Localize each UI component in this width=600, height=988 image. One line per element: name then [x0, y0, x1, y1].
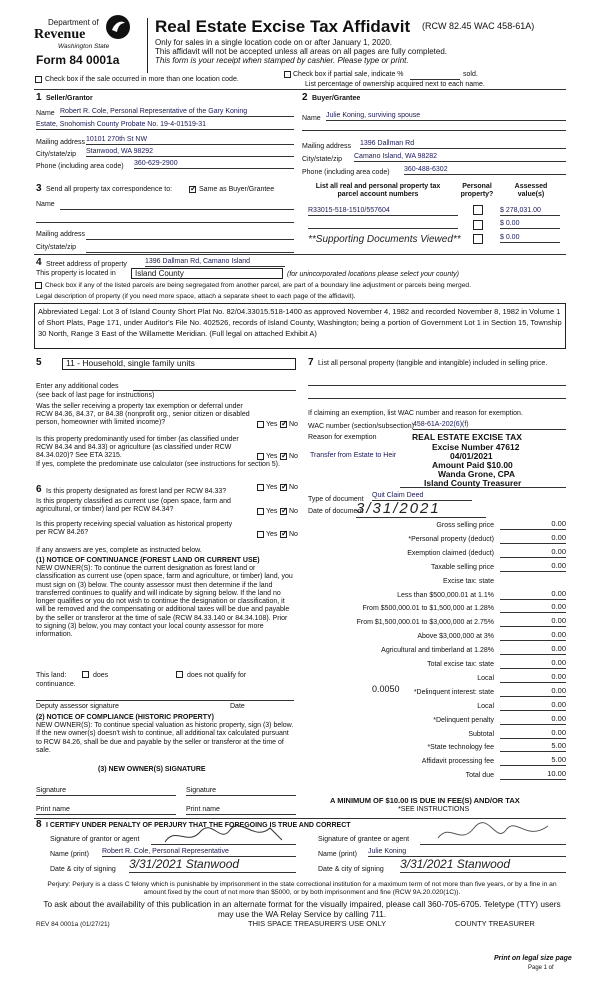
accessibility-note: To ask about the availability of this publication in an alternate format for the visually impaired, please call 360-705-6705. Teletype (TTY) users may use the WA Relay Service by calling 711. — [43, 899, 561, 919]
county-select[interactable]: Island County — [131, 268, 283, 279]
seller-city-label: City/state/zip — [36, 151, 77, 158]
legal-label: Legal description of property (if you need more space, attach a separate sheet to each page of the affidavit). — [36, 293, 356, 300]
minimum-due-note: A MINIMUM OF $10.00 IS DUE IN FEE(S) AND/OR TAX — [330, 796, 520, 805]
calc-row-value[interactable]: 0.00 — [500, 520, 566, 530]
owner-signature-label: Signature — [36, 787, 66, 794]
same-as-buyer-label: Same as Buyer/Grantee — [199, 186, 275, 193]
calc-row-label: Local — [477, 675, 494, 682]
calc-row-value[interactable]: 0.00 — [500, 659, 566, 669]
does-label: does — [93, 672, 109, 679]
seller-phone-label: Phone (including area code) — [36, 163, 124, 170]
grantee-date-label: Date & city of signing — [318, 866, 384, 873]
calc-row-label: Taxable selling price — [430, 564, 494, 571]
section-5-number: 5 — [36, 357, 42, 368]
county-note: (for unincorporated locations please select your county) — [287, 271, 459, 278]
assessed-value[interactable]: $ 278,031.00 — [500, 207, 560, 216]
forest-no-checkbox[interactable] — [280, 484, 287, 491]
historic-question: Is this property receiving special valuation as historical property per RCW 84.26? — [36, 521, 233, 537]
personal-property-checkbox[interactable] — [473, 205, 483, 215]
grantee-signature-label: Signature of grantee or agent — [318, 836, 410, 843]
reason-label: Reason for exemption — [308, 434, 377, 441]
notice-continuance-title: (1) NOTICE OF CONTINUANCE (FOREST LAND OR CURRENT USE) — [36, 557, 260, 564]
tax-stamp: Island County Treasurer — [424, 478, 522, 488]
doc-date-field[interactable]: 3/31/2021 — [356, 500, 486, 518]
notice-compliance-text: NEW OWNER(S): To continue special valuation as historic property, sign (3) below. If the new owner(s) doesn't wish to continue, all additional tax calculated pursuant to RCW 84.26, shall be due and payable by the seller or transferor at the time of sale. — [36, 722, 294, 754]
tax-stamp: Amount Paid $10.00 — [432, 460, 513, 470]
parcel-number[interactable]: **Supporting Documents Viewed** — [308, 234, 461, 245]
buyer-name-field[interactable]: Julie Koning, surviving spouse — [326, 112, 566, 121]
calc-row-label: *Delinquent interest: state — [413, 689, 494, 696]
section-8-number: 8 — [36, 819, 42, 830]
exemption-question: Was the seller receiving a property tax exemption or deferral under RCW 84.36, 84.37, or 84.38 (nonprofit org., senior citizen or disabled person, homeowner with limited income)? — [36, 403, 250, 427]
section-3-number: 3 — [36, 183, 42, 194]
perjury-note: Perjury: Perjury is a class C felony which is punishable by imprisonment in the state correctional institution for a maximum term of not more than five years, or by a fine in an amount fixed by the court of not more than $5000, or by both imprisonment and fine (RCW 9A.20.020(1C)). — [47, 881, 557, 896]
q2-no-checkbox[interactable] — [280, 453, 287, 460]
section-1-number: 1 — [36, 92, 42, 103]
calc-row-value[interactable]: 0.00 — [500, 617, 566, 627]
calc-row-label: Total excise tax: state — [427, 661, 494, 668]
calc-row-value[interactable]: 0.00 — [500, 645, 566, 655]
no-label: No — [289, 508, 298, 515]
answers-note: If any answers are yes, complete as instructed below. — [36, 547, 202, 554]
seller-city-field[interactable]: Stanwood, WA 98292 — [86, 148, 294, 157]
grantor-name-field[interactable]: Robert R. Cole, Personal Representative — [102, 848, 296, 857]
yes-label: Yes — [266, 484, 278, 491]
timber-question: Is this property predominantly used for timber (as classified under RCW 84.34 and 84.33) or agriculture (as classified under RCW 84.34.020)? See ETA 3215. — [36, 436, 239, 460]
codes-note: (see back of last page for instructions) — [36, 392, 155, 399]
grantee-date-field[interactable]: 3/31/2021 Stanwood — [400, 858, 566, 873]
forest-yes-checkbox[interactable] — [257, 484, 264, 491]
personal-property-checkbox[interactable] — [473, 234, 483, 244]
partial-sale-checkbox[interactable] — [284, 71, 291, 78]
section-4-number: 4 — [36, 257, 42, 268]
street-field[interactable]: 1396 Dallman Rd, Camano Island — [145, 258, 285, 267]
section-7-number: 7 — [308, 357, 314, 368]
header-note: This form is your receipt when stamped by cashier. Please type or print. — [155, 56, 409, 65]
calc-row-label: Gross selling price — [436, 522, 494, 529]
tax-stamp: REAL ESTATE EXCISE TAX — [412, 432, 522, 442]
no-label: No — [289, 531, 298, 538]
tax-stamp: 04/01/2021 — [450, 451, 493, 461]
multi-location-checkbox[interactable] — [35, 76, 42, 83]
assessed-value-header: Assessed value(s) — [514, 183, 548, 199]
corr-name-label: Name — [36, 201, 55, 208]
corr-city-label: City/state/zip — [36, 244, 77, 251]
does-not-label: does not qualify for — [187, 672, 247, 679]
calc-row-value[interactable]: 0.00 — [500, 562, 566, 572]
county-treasurer-label: COUNTY TREASURER — [455, 919, 535, 928]
buyer-phone-label: Phone (including area code) — [302, 169, 390, 176]
historic-yes-checkbox[interactable] — [257, 531, 264, 538]
section-2-number: 2 — [302, 92, 308, 103]
seller-mail-field[interactable]: 10101 270th St NW — [86, 136, 294, 145]
segregated-checkbox[interactable] — [35, 282, 42, 289]
street-label: Street address of property — [46, 261, 127, 268]
current-use-question: Is this property classified as current use (open space, farm and agricultural, or timber) land per RCW 84.34? — [36, 498, 231, 514]
grantor-signature-label: Signature of grantor or agent — [50, 836, 140, 843]
buyer-mail-label: Mailing address — [302, 143, 352, 150]
dept-line2: Revenue — [34, 27, 86, 42]
calc-row-value[interactable]: 5.00 — [500, 756, 566, 766]
grantor-signature-mark — [160, 822, 290, 850]
current-use-no-checkbox[interactable] — [280, 508, 287, 515]
grantee-name-field[interactable]: Julie Koning — [368, 848, 566, 857]
doc-date-label: Date of document — [308, 508, 364, 515]
no-label: No — [289, 421, 298, 428]
personal-property-checkbox[interactable] — [473, 220, 483, 230]
calc-row-label: From $500,000.01 to $1,500,000 at 1.28% — [362, 605, 494, 612]
buyer-mail-field[interactable]: 1396 Dallman Rd — [360, 140, 566, 149]
seller-name-label: Name — [36, 110, 55, 117]
calc-row-value[interactable]: 0.00 — [500, 590, 566, 600]
section-1-heading: Seller/Grantor — [46, 95, 93, 102]
same-as-buyer-checkbox[interactable] — [189, 186, 196, 193]
form-title: Real Estate Excise Tax Affidavit — [155, 17, 411, 36]
no-label: No — [289, 453, 298, 460]
yes-label: Yes — [266, 453, 278, 460]
deputy-date-label: Date — [230, 703, 245, 710]
section-6-number: 6 — [36, 484, 42, 495]
seller-phone-field[interactable]: 360-629-2900 — [134, 160, 294, 169]
calc-row-value[interactable]: 0.00 — [500, 548, 566, 558]
calc-row-value[interactable]: 5.00 — [500, 742, 566, 752]
q1-yes-checkbox[interactable] — [257, 421, 264, 428]
calc-row-value[interactable]: 0.00 — [500, 729, 566, 739]
certification-statement: I CERTIFY UNDER PENALTY OF PERJURY THAT THE FOREGOING IS TRUE AND CORRECT — [46, 822, 351, 829]
calc-row-value[interactable]: 0.00 — [500, 673, 566, 683]
located-label: This property is located in — [36, 270, 116, 277]
buyer-city-label: City/state/zip — [302, 156, 343, 163]
calc-row-label: Excise tax: state — [443, 578, 494, 585]
assessed-value[interactable]: $ 0.00 — [500, 234, 560, 243]
calc-row-label: Agricultural and timberland at 1.28% — [381, 647, 494, 654]
header-note: This affidavit will not be accepted unless all areas on all pages are fully completed. — [155, 47, 448, 56]
this-land-label: This land: — [36, 672, 67, 679]
assessed-value[interactable]: $ 0.00 — [500, 220, 560, 229]
calc-row-label: Above $3,000,000 at 3% — [417, 633, 494, 640]
current-use-yes-checkbox[interactable] — [257, 508, 264, 515]
calc-row-value[interactable]: 10.00 — [500, 770, 566, 780]
land-use-code-select[interactable]: 11 - Household, single family units — [62, 358, 296, 370]
treasurer-use-label: THIS SPACE TREASURER'S USE ONLY — [248, 919, 387, 928]
calc-row-label: Subtotal — [468, 731, 494, 738]
legal-description-field[interactable]: Abbreviated Legal: Lot 3 of Island County Short Plat No. 82/04.33015.518-1400 as approved November 4, 1982 and recorded November 8, 1982 in Volume 1 of Short Plats, Page 171, under Auditor's File No. 402526, records of Island County, Washington; being a portion of Government Lot 1 in Section 15, Township 30 North, Range 3 East of the Willamette Meridian. (Full legal on attached Exhibit A) — [34, 303, 566, 349]
exemption-claim-label: If claiming an exemption, list WAC number and reason for exemption. — [308, 410, 523, 417]
segregated-label: Check box if any of the listed parcels are being segregated from another parcel, are part of a boundary line adjustment or parcels being merged. — [45, 282, 472, 289]
wa-logo-icon — [105, 14, 131, 40]
rcw-ref: (RCW 82.45 WAC 458-61A) — [422, 21, 535, 31]
notice-continuance-text: NEW OWNER(S): To continue the current designation as forest land or classification as current use (open space, farm and agriculture, or timber) land, you must sign on (3) below. The county assessor must then determine if the land transferred continues to qualify and will indicate by signing below. If the land no longer qualifies or you do not wish to continue the designation or classification, it will be removed and the compensating or additional taxes will be due and payable by the seller or transferor at the time of sale (RCW 84.33.140 or 84.34.108). Prior to signing (3) below, you may contact your local county assessor for more information. — [36, 565, 293, 638]
seller-mail-label: Mailing address — [36, 139, 86, 146]
calc-row-value[interactable]: 0.00 — [500, 701, 566, 711]
buyer-phone-field[interactable]: 360-488-6302 — [404, 166, 566, 175]
legal-size-note: Print on legal size page — [494, 955, 572, 962]
grantee-name-label: Name (print) — [318, 851, 357, 858]
buyer-city-field[interactable]: Camano Island, WA 98282 — [354, 153, 566, 162]
deputy-signature-label: Deputy assessor signature — [36, 703, 119, 710]
buyer-name-label: Name — [302, 115, 321, 122]
does-qualify-checkbox[interactable] — [82, 671, 89, 678]
parcel-number[interactable]: R33015-518-1510/557604 — [308, 207, 458, 216]
multi-location-label: Check box if the sale occurred in more than one location code. — [45, 76, 239, 83]
wac-label: WAC number (section/subsection) — [308, 423, 414, 430]
grantor-name-label: Name (print) — [50, 851, 89, 858]
calc-row-value[interactable]: 0.00 — [500, 534, 566, 544]
calc-row-label: Local — [477, 703, 494, 710]
continuance-label: continuance. — [36, 681, 76, 688]
seller-name-field-line2[interactable]: Estate, Snohomish County Probate No. 19-4-01519-31 — [36, 121, 294, 130]
forest-question: Is this property designated as forest land per RCW 84.33? — [46, 488, 227, 495]
grantor-date-field[interactable]: 3/31/2021 Stanwood — [129, 858, 296, 873]
q2-yes-checkbox[interactable] — [257, 453, 264, 460]
calc-row-value[interactable]: 0.00 — [500, 631, 566, 641]
see-instructions-note: *SEE INSTRUCTIONS — [398, 806, 470, 813]
additional-codes-label: Enter any additional codes — [36, 383, 119, 390]
owner-signature-label: Signature — [186, 787, 216, 794]
owner-print-name-label: Print name — [186, 806, 220, 813]
calc-row-value[interactable]: 0.00 — [500, 603, 566, 613]
form-number: Form 84 0001a — [36, 53, 120, 67]
calc-row-value[interactable]: 0.00 — [500, 687, 566, 697]
tax-stamp: Wanda Grone, CPA — [438, 469, 515, 479]
corr-mail-label: Mailing address — [36, 231, 86, 238]
page-number: Page 1 of — [528, 965, 554, 971]
calc-row-label: From $1,500,000.01 to $3,000,000 at 2.75% — [356, 619, 494, 626]
parcel-header: List all real and personal property tax parcel account numbers — [315, 183, 441, 199]
correspondence-label: Send all property tax correspondence to: — [46, 186, 173, 193]
partial-sale-label: Check box if partial sale, indicate % — [293, 71, 404, 78]
doc-type-label: Type of document — [308, 496, 364, 503]
q1-no-checkbox[interactable] — [280, 421, 287, 428]
header-note: Only for sales in a single location code on or after January 1, 2020. — [155, 38, 393, 47]
personal-property-list-label: List all personal property (tangible and intangible) included in selling price. — [318, 360, 548, 367]
doc-type-field[interactable]: Quit Claim Deed — [372, 492, 472, 501]
wac-field[interactable]: 458-61A-202(6)(f) — [413, 421, 566, 430]
no-label: No — [289, 484, 298, 491]
calc-row-label: *Delinquent penalty — [433, 717, 494, 724]
calc-row-label: Total due — [465, 772, 494, 779]
historic-no-checkbox[interactable] — [280, 531, 287, 538]
owner-print-name-label: Print name — [36, 806, 70, 813]
dept-line3: Washington State — [58, 43, 110, 50]
dept-line1: Department of — [48, 18, 99, 27]
calc-row-label: *State technology fee — [427, 744, 494, 751]
calc-row-label: Affidavit processing fee — [421, 758, 494, 765]
local-rate-field[interactable]: 0.0050 — [372, 684, 400, 694]
section-2-heading: Buyer/Grantee — [312, 95, 361, 102]
seller-name-field[interactable]: Robert R. Cole, Personal Representative of the Gary Koning — [60, 108, 294, 117]
yes-label: Yes — [266, 421, 278, 428]
calc-row-label: Exemption claimed (deduct) — [407, 550, 494, 557]
predominate-use-note: If yes, complete the predominate use calculator (see instructions for section 5). — [36, 461, 280, 468]
personal-property-header: Personal property? — [460, 183, 494, 199]
new-owner-signature-title: (3) NEW OWNER(S) SIGNATURE — [98, 766, 206, 773]
yes-label: Yes — [266, 531, 278, 538]
partial-sold-label: sold. — [463, 71, 478, 78]
calc-row-value[interactable]: 0.00 — [500, 715, 566, 725]
partial-note: List percentage of ownership acquired next to each name. — [305, 81, 485, 88]
notice-compliance-title: (2) NOTICE OF COMPLIANCE (HISTORIC PROPERTY) — [36, 714, 214, 721]
revision-label: REV 84 0001a (01/27/21) — [36, 921, 110, 928]
reason-field[interactable]: Transfer from Estate to Heir — [310, 452, 397, 459]
grantor-date-label: Date & city of signing — [50, 866, 116, 873]
tax-stamp: Excise Number 47612 — [432, 442, 520, 452]
yes-label: Yes — [266, 508, 278, 515]
does-not-qualify-checkbox[interactable] — [176, 671, 183, 678]
calc-row-label: *Personal property (deduct) — [408, 536, 494, 543]
calc-row-label: Less than $500,000.01 at 1.1% — [397, 592, 494, 599]
